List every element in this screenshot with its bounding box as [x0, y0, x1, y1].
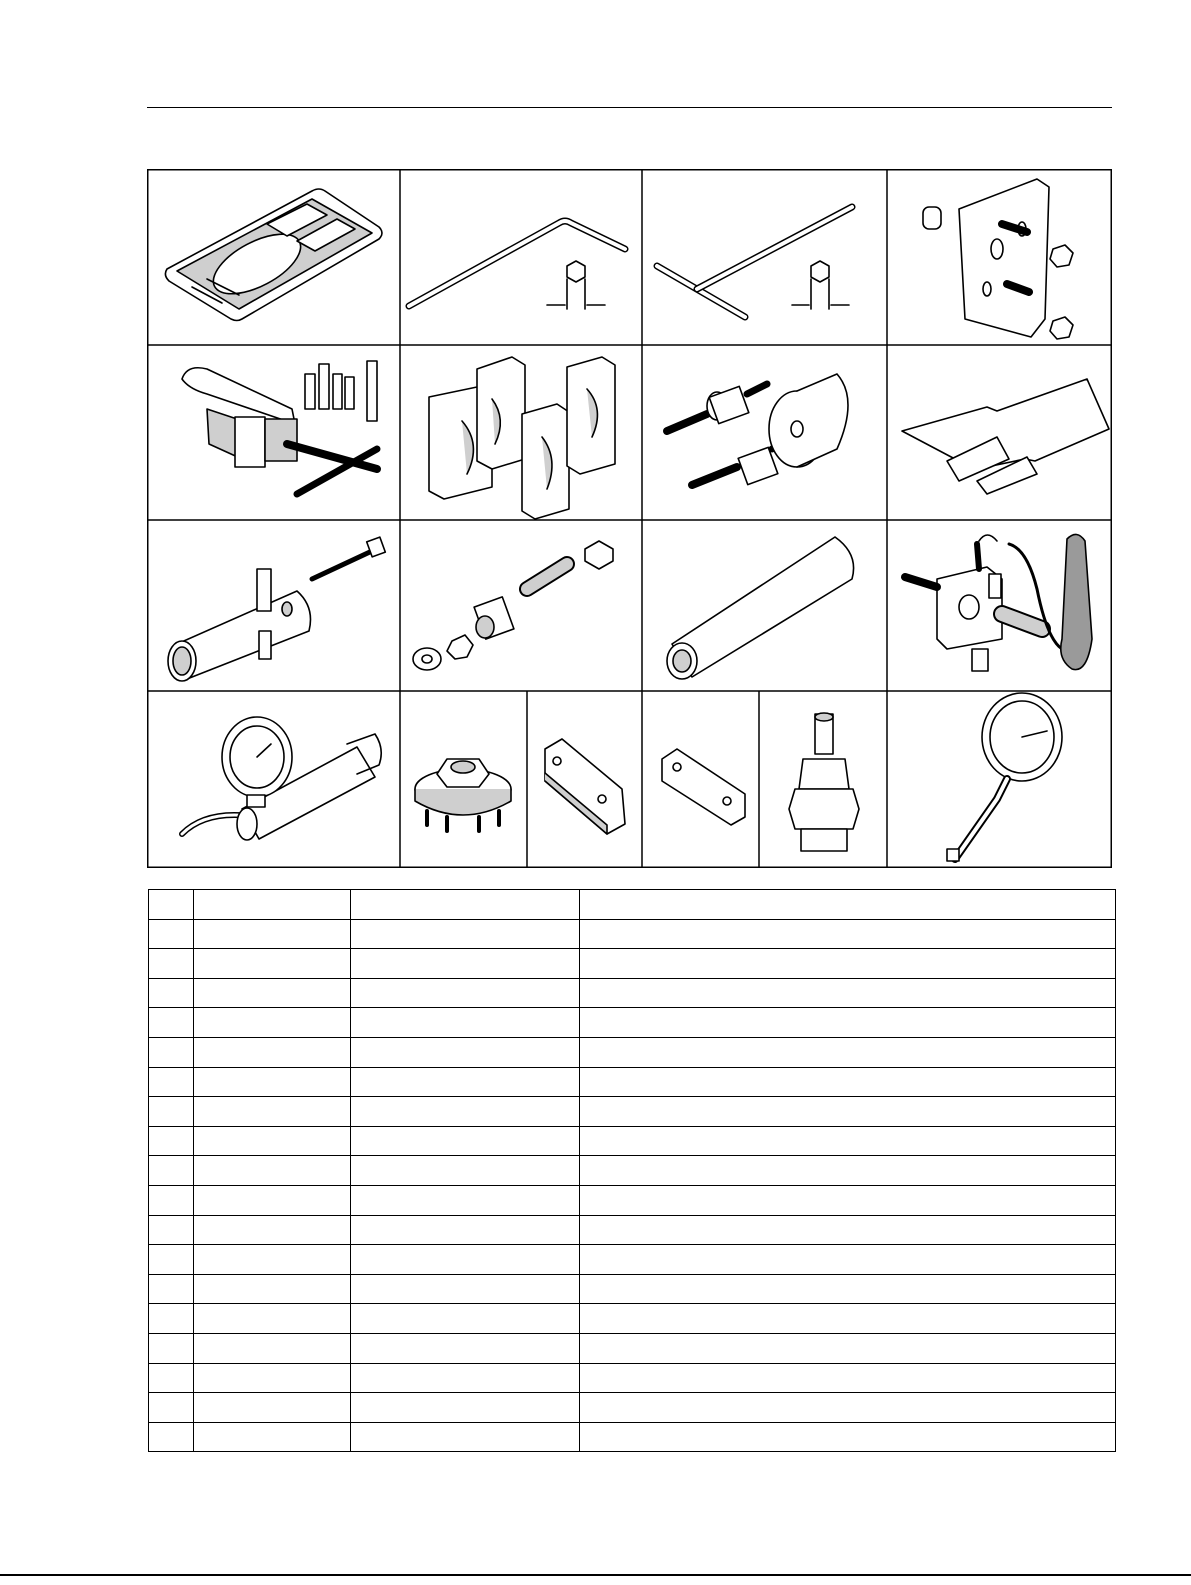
nozzle-adapter-illustration	[789, 713, 859, 851]
table-cell	[580, 1097, 1116, 1127]
table-cell	[149, 1185, 194, 1215]
table-row	[149, 1037, 1116, 1067]
table-cell	[351, 1245, 580, 1275]
table-cell	[194, 1067, 351, 1097]
table-cell	[149, 1393, 194, 1423]
table-cell	[194, 1333, 351, 1363]
table-row	[149, 949, 1116, 979]
table-cell	[351, 1067, 580, 1097]
shim-plate-a-illustration	[545, 739, 625, 834]
table-cell	[194, 1245, 351, 1275]
table-row	[149, 1126, 1116, 1156]
table-cell	[351, 949, 580, 979]
table-cell	[580, 1156, 1116, 1186]
holder-nut-illustration	[415, 759, 511, 831]
table-cell	[149, 1037, 194, 1067]
table-cell	[194, 919, 351, 949]
table-cell	[194, 1126, 351, 1156]
table-row	[149, 890, 1116, 920]
table-row	[149, 1304, 1116, 1334]
table-cell	[580, 949, 1116, 979]
table-cell	[194, 1363, 351, 1393]
table-cell	[351, 1156, 580, 1186]
hex-wrench-long-illustration	[409, 221, 625, 309]
table-cell	[580, 1393, 1116, 1423]
table-cell	[580, 1126, 1116, 1156]
tube-installer-illustration	[667, 537, 854, 679]
table-cell	[149, 1304, 194, 1334]
table-cell	[194, 890, 351, 920]
table-cell	[351, 1333, 580, 1363]
table-cell	[580, 1274, 1116, 1304]
table-cell	[351, 1126, 580, 1156]
table-row	[149, 1422, 1116, 1452]
bearing-drivers-illustration	[667, 374, 848, 485]
table-cell	[351, 919, 580, 949]
table-cell	[149, 1156, 194, 1186]
table-cell	[580, 978, 1116, 1008]
table-cell	[351, 1304, 580, 1334]
table-cell	[580, 919, 1116, 949]
tool-illustration-grid	[147, 169, 1112, 868]
feeler-plate-illustration	[902, 379, 1109, 494]
table-cell	[194, 978, 351, 1008]
table-row	[149, 919, 1116, 949]
table-cell	[580, 1333, 1116, 1363]
table-cell	[580, 1215, 1116, 1245]
table-cell	[351, 1185, 580, 1215]
mounting-plate-illustration	[923, 179, 1073, 339]
table-cell	[149, 1333, 194, 1363]
t-handle-wrench-illustration	[657, 207, 852, 317]
table-cell	[149, 949, 194, 979]
table-cell	[194, 1156, 351, 1186]
v-blocks-illustration	[429, 357, 615, 519]
table-cell	[351, 1363, 580, 1393]
table-row	[149, 1274, 1116, 1304]
table-cell	[580, 1422, 1116, 1452]
table-cell	[580, 1245, 1116, 1275]
pressure-adapter-illustration	[905, 534, 1092, 671]
table-cell	[149, 1245, 194, 1275]
table-cell	[351, 1097, 580, 1127]
table-cell	[351, 1037, 580, 1067]
table-cell	[149, 978, 194, 1008]
table-cell	[351, 978, 580, 1008]
footer-rule	[0, 1574, 1191, 1576]
compression-gauge-illustration	[947, 693, 1062, 861]
table-cell	[351, 1008, 580, 1038]
table-cell	[194, 1185, 351, 1215]
table-cell	[194, 1393, 351, 1423]
table-cell	[149, 1422, 194, 1452]
table-row	[149, 1008, 1116, 1038]
table-row	[149, 1333, 1116, 1363]
shim-plate-b-illustration	[662, 749, 745, 825]
table-cell	[194, 1008, 351, 1038]
vacuum-gauge-illustration	[182, 717, 381, 840]
table-cell	[194, 1274, 351, 1304]
table-cell	[149, 919, 194, 949]
table-cell	[149, 890, 194, 920]
table-row	[149, 1245, 1116, 1275]
table-cell	[149, 1274, 194, 1304]
table-row	[149, 978, 1116, 1008]
table-cell	[580, 1008, 1116, 1038]
table-cell	[580, 1037, 1116, 1067]
table-row	[149, 1156, 1116, 1186]
threaded-puller-illustration	[168, 537, 385, 681]
table-cell	[580, 1067, 1116, 1097]
puller-bolt-set-illustration	[413, 541, 613, 670]
table-cell	[351, 1422, 580, 1452]
table-row	[149, 1393, 1116, 1423]
table-cell	[351, 1393, 580, 1423]
table-cell	[194, 1037, 351, 1067]
table-cell	[194, 1304, 351, 1334]
table-row	[149, 1097, 1116, 1127]
table-row	[149, 1185, 1116, 1215]
table-cell	[580, 1185, 1116, 1215]
table-cell	[351, 1215, 580, 1245]
table-cell	[351, 1274, 580, 1304]
table-row	[149, 1215, 1116, 1245]
table-cell	[580, 1304, 1116, 1334]
puller-illustration	[182, 361, 377, 494]
table-cell	[149, 1126, 194, 1156]
table-row	[149, 1067, 1116, 1097]
table-cell	[194, 1215, 351, 1245]
spec-table	[148, 889, 1116, 1452]
table-cell	[149, 1097, 194, 1127]
table-cell	[149, 1067, 194, 1097]
table-cell	[580, 890, 1116, 920]
header-rule	[147, 107, 1112, 108]
table-cell	[149, 1008, 194, 1038]
table-cell	[194, 1097, 351, 1127]
pocket-tester-illustration	[165, 189, 382, 321]
table-cell	[149, 1215, 194, 1245]
table-cell	[580, 1363, 1116, 1393]
table-row	[149, 1363, 1116, 1393]
table-cell	[194, 1422, 351, 1452]
table-cell	[149, 1363, 194, 1393]
table-cell	[194, 949, 351, 979]
table-cell	[351, 890, 580, 920]
